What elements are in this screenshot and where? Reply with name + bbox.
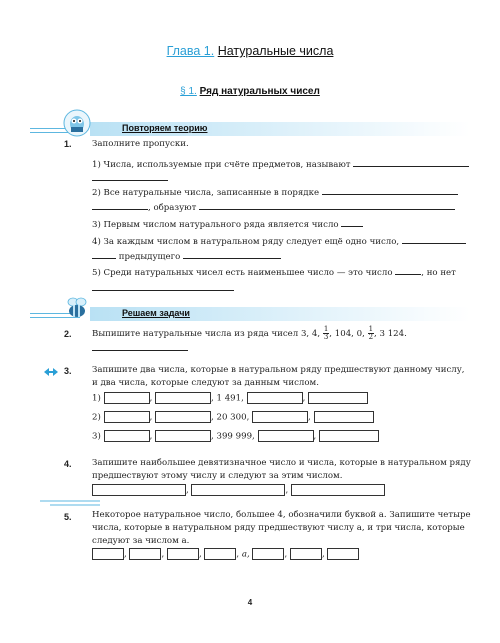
blank-field[interactable] [92, 250, 116, 259]
blank-field[interactable] [322, 186, 458, 195]
task-1-line-4: 4) За каждым числом в натуральном ряду следует ещё одно число, [92, 235, 466, 249]
section-name: Ряд натуральных чисел [199, 86, 320, 97]
answer-box[interactable] [290, 548, 322, 560]
task-5-answers: , , , , a, , , [92, 548, 359, 562]
theory-label: Повторяем теорию [122, 123, 208, 133]
section-number: § 1. [180, 86, 197, 97]
task-3-row-3: 3) , , 399 999, , [92, 430, 379, 444]
task-2-number: 2. [64, 329, 72, 339]
answer-box[interactable] [129, 548, 161, 560]
task-4-text: Запишите наибольшее девятизначное число и числа, которые в натуральном ряду предшествуют этому числу и следуют за этим числом. [92, 458, 471, 481]
task-3-row-1: 1) , , 1 491, , [92, 392, 368, 406]
task-1-line-1b [92, 172, 168, 186]
blank-field[interactable] [92, 282, 234, 291]
task-1-line-5: 5) Среди натуральных чисел есть наименьшее число — это число , но нет [92, 268, 456, 278]
double-arrow-icon [44, 368, 58, 376]
answer-box[interactable] [104, 392, 150, 404]
answer-box[interactable] [327, 548, 359, 560]
task-1-line-5b [92, 282, 234, 296]
task-3-number: 3. [64, 366, 72, 376]
page-number: 4 [247, 598, 253, 607]
task-1-line-4b: предыдущего [92, 250, 281, 264]
answer-box[interactable] [104, 411, 150, 423]
answer-box[interactable] [247, 392, 303, 404]
fraction: $\frac{1}{2}$ [368, 325, 374, 341]
task-1-line-1: 1) Числа, используемые при счёте предметов, называют [92, 158, 469, 172]
task-1-line-3: 3) Первым числом натурального ряда является число [92, 218, 363, 232]
task-4-number: 4. [64, 459, 72, 469]
blank-field[interactable] [199, 201, 455, 210]
task-1-line-2b: , образуют [92, 201, 455, 215]
task-5-text: Некоторое натуральное число, большее 4, обозначили буквой a. Запишите четыре числа, которые в натуральном ряду предшествуют числу a, и три числа, которые следуют за числом a. [92, 510, 471, 546]
answer-box[interactable] [155, 430, 211, 442]
blank-field[interactable] [92, 342, 188, 351]
variable-a: a, [241, 549, 250, 560]
fraction: $\frac{1}{3}$ [323, 325, 329, 341]
tasks-band [30, 307, 470, 321]
blank-field[interactable] [353, 158, 469, 167]
answer-box[interactable] [314, 411, 374, 423]
task-1-number: 1. [64, 139, 72, 149]
divider-lines [40, 498, 100, 508]
answer-box[interactable] [191, 484, 285, 496]
blank-field[interactable] [395, 266, 421, 275]
task-2-text: Выпишите натуральные числа из ряда чисел 3, 4, $\frac{1}{3}$ , 104, 0, $\frac{1}{2}$ , 3 124. [92, 325, 407, 341]
blank-field[interactable] [341, 218, 363, 227]
blank-field[interactable] [402, 235, 466, 244]
task-5-number: 5. [64, 512, 72, 522]
tasks-label: Решаем задачи [122, 308, 190, 318]
answer-box[interactable] [252, 548, 284, 560]
answer-box[interactable] [291, 484, 385, 496]
task-3-text: Запишите два числа, которые в натуральном ряду предшествуют данному числу, и два числа, которые следуют за данным числом. [92, 365, 465, 388]
answer-box[interactable] [92, 484, 186, 496]
bee-icon [62, 293, 92, 323]
section-title [0, 86, 500, 97]
answer-box[interactable] [319, 430, 379, 442]
answer-box[interactable] [92, 548, 124, 560]
answer-box[interactable] [104, 430, 150, 442]
answer-box[interactable] [204, 548, 236, 560]
task-3-row-2: 2) , , 20 300, , [92, 411, 374, 425]
answer-box[interactable] [308, 392, 368, 404]
chapter-title [0, 44, 500, 58]
task-2-answer [92, 342, 188, 356]
blank-field[interactable] [183, 250, 281, 259]
answer-box[interactable] [252, 411, 308, 423]
answer-box[interactable] [258, 430, 314, 442]
task-1-line-2: 2) Все натуральные числа, записанные в порядке [92, 186, 458, 200]
owl-reading-icon [62, 108, 92, 138]
answer-box[interactable] [167, 548, 199, 560]
blank-field[interactable] [92, 172, 168, 181]
chapter-name: Натуральные числа [217, 44, 334, 58]
answer-box[interactable] [155, 392, 211, 404]
task-1-intro: Заполните пропуски. [92, 139, 189, 149]
blank-field[interactable] [92, 201, 148, 210]
answer-box[interactable] [155, 411, 211, 423]
theory-band [30, 122, 470, 136]
task-4-answers: , , [92, 484, 385, 498]
chapter-number: Глава 1. [166, 44, 215, 58]
